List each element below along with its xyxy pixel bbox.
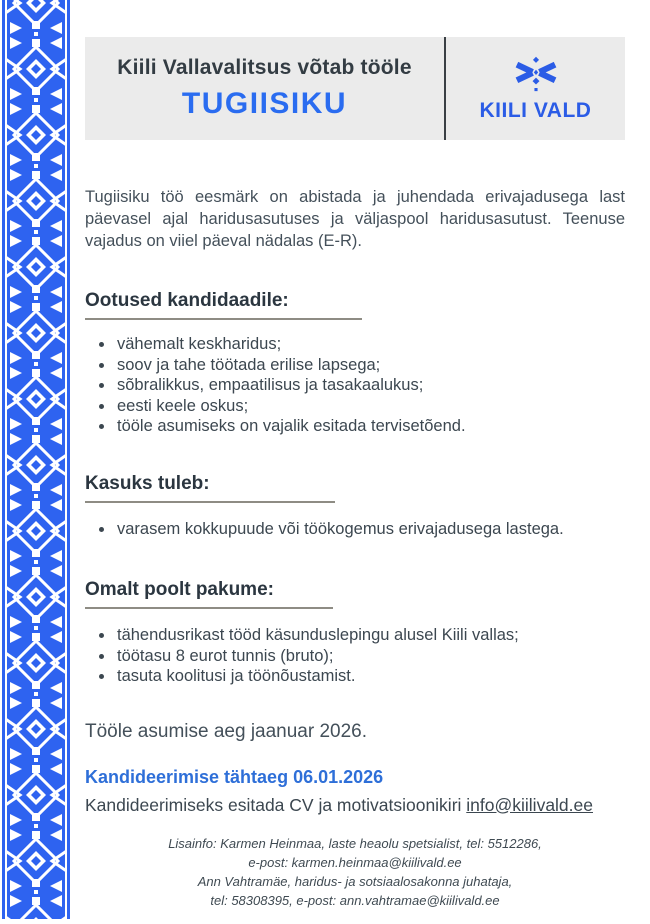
footer-line: Lisainfo: Karmen Heinmaa, laste heaolu spetsialist, tel: 5512286, — [168, 835, 542, 851]
footer-line: tel: 58308395, e-post: ann.vahtramae@kiilivald.ee — [210, 892, 500, 908]
bullet-list — [85, 334, 625, 437]
footer-line: e-post: karmen.heinmaa@kiilivald.ee — [248, 854, 462, 870]
apply-text: Kandideerimiseks esitada CV ja motivatsioonikiri — [85, 794, 467, 815]
list-item: • soov ja tahe töötada erilise lapsega; — [115, 355, 625, 376]
folk-pattern-border — [0, 0, 75, 919]
list-item: • eesti keele oskus; — [115, 396, 625, 417]
contact-footer — [85, 834, 625, 910]
list-item: • varasem kokkupuude või töökogemus erivajadusega lastega. — [115, 519, 625, 540]
folk-pattern-icon — [0, 0, 75, 919]
dragonfly-icon — [510, 54, 562, 96]
list-item: • tähendusrikast tööd käsunduslepingu alusel Kiili vallas; — [115, 625, 625, 646]
section-expectations — [85, 290, 625, 437]
list-item: • töötasu 8 eurot tunnis (bruto); — [115, 646, 625, 667]
section-advantages — [85, 473, 625, 540]
apply-instructions — [85, 795, 625, 816]
list-item: • tööle asumiseks on vajalik esitada tervisetõend. — [115, 416, 625, 437]
header — [85, 37, 625, 140]
bullet-list — [85, 519, 625, 540]
list-item: • sõbralikkus, empaatilisus ja tasakaalukus; — [115, 375, 625, 396]
deadline-text: Kandideerimise tähtaeg 06.01.2026 — [85, 766, 384, 787]
section-heading: Kasuks tuleb: — [85, 473, 335, 503]
employer-title: Kiili Vallavalitsus võtab tööle — [117, 56, 412, 79]
header-title-box — [85, 37, 444, 140]
job-title: TUGIISIKU — [181, 87, 348, 120]
logo-wordmark: KIILI VALD — [479, 99, 592, 122]
start-date-text: Tööle asumise aeg jaanuar 2026. — [85, 720, 368, 742]
footer-line: Ann Vahtramäe, haridus- ja sotsiaalosakonna juhataja, — [197, 873, 513, 889]
section-offer — [85, 579, 625, 687]
intro-paragraph: Tugiisiku töö eesmärk on abistada ja juhendada erivajadusega last päevasel ajal haridusasutuses ja väljaspool haridusasutust. Teenuse vajadus on viiel päeval nädalas (E-R). — [85, 188, 625, 250]
list-item: • tasuta koolitusi ja töönõustamist. — [115, 666, 625, 687]
email-link[interactable]: info@kiilivald.ee — [466, 794, 593, 815]
bullet-list — [85, 625, 625, 687]
section-heading: Omalt poolt pakume: — [85, 579, 333, 609]
poster-content — [85, 0, 625, 910]
section-heading: Ootused kandidaadile: — [85, 290, 362, 320]
list-item: • vähemalt keskharidus; — [115, 334, 625, 355]
logo-box — [446, 37, 625, 140]
